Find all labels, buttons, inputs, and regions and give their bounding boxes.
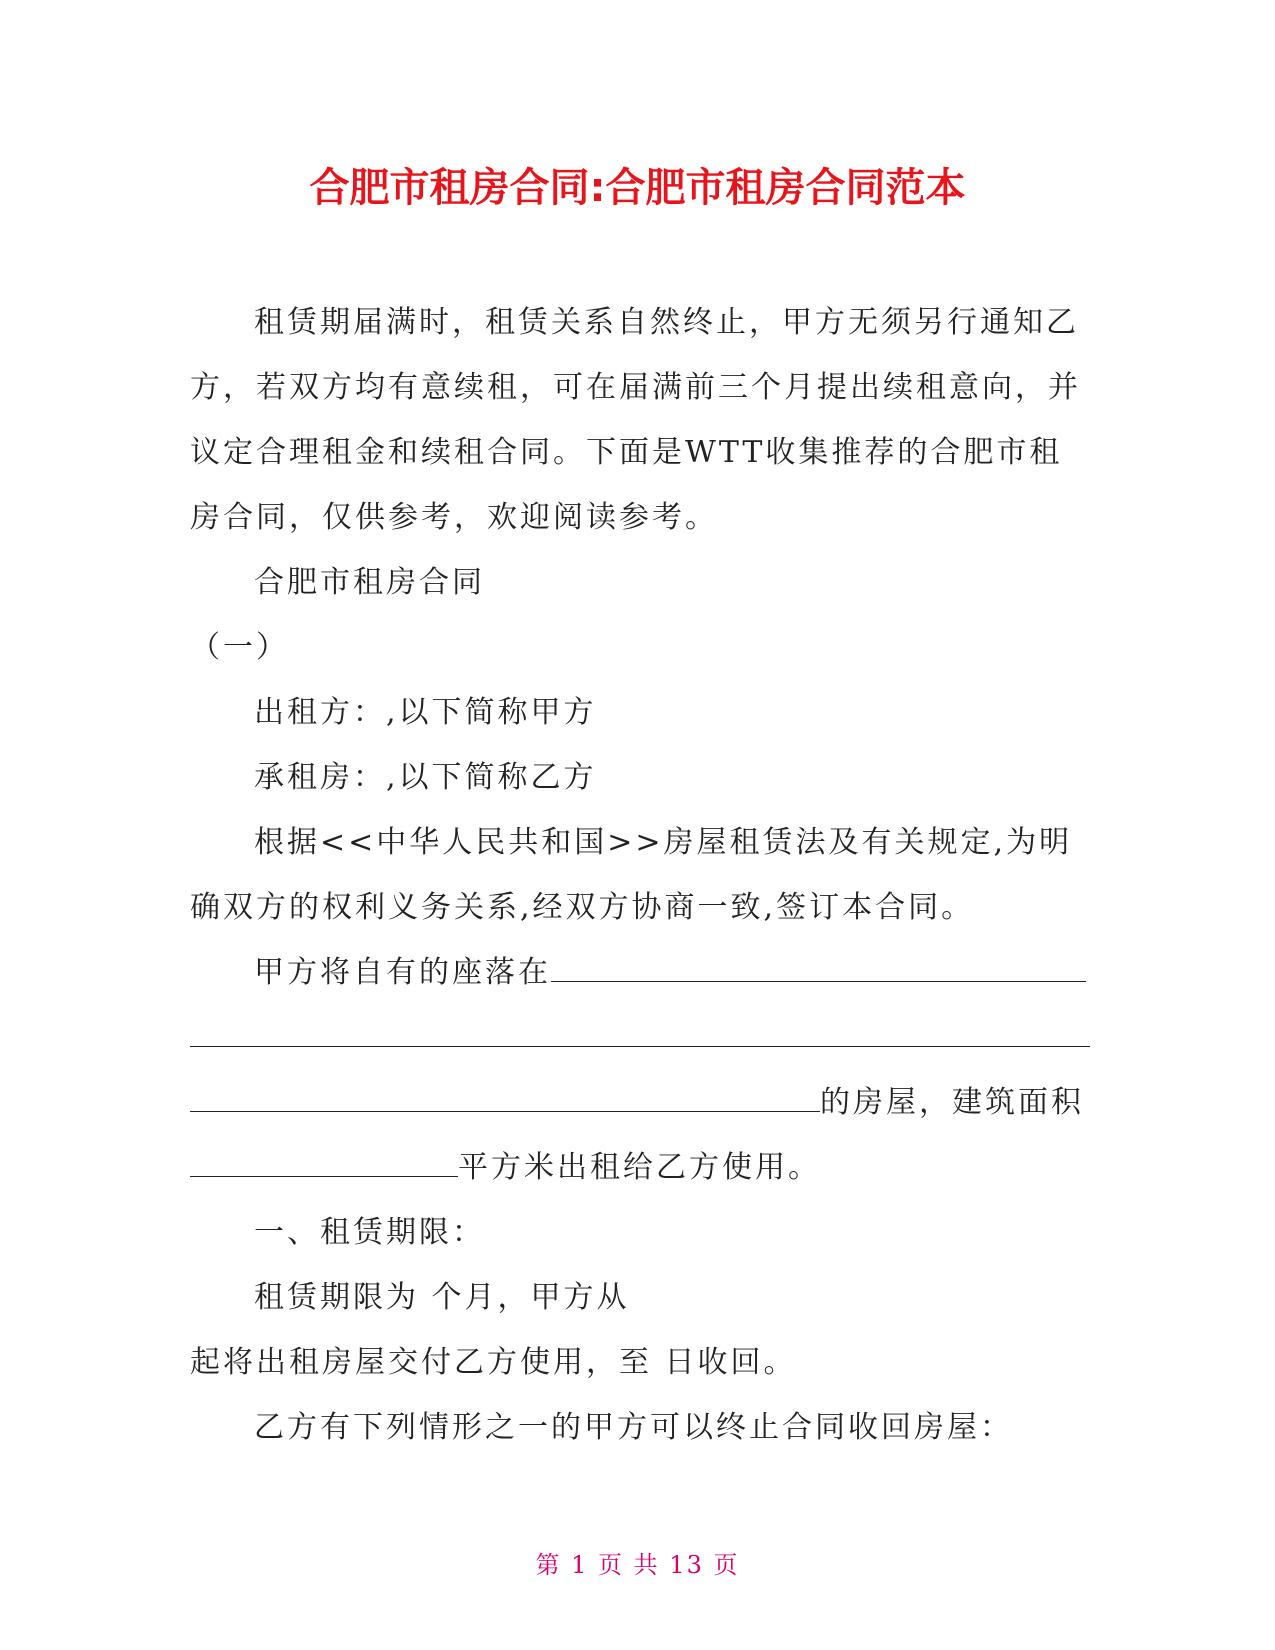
property-line-2 <box>190 1005 1090 1070</box>
property-middle: 的房屋，建筑面积 <box>820 1085 1084 1120</box>
term-heading: 一、租赁期限： <box>254 1215 485 1250</box>
document-body <box>190 290 1090 1460</box>
term-line-1: 租赁期限为 个月，甲方从 <box>254 1280 630 1315</box>
document-title: 合肥市租房合同:合肥市租房合同范本 <box>309 165 966 211</box>
section-number: （一） <box>190 630 289 665</box>
property-line-1 <box>190 940 1090 1005</box>
lessee-line: 承租房：,以下简称乙方 <box>254 760 597 795</box>
property-prefix: 甲方将自有的座落在 <box>254 955 551 990</box>
property-suffix: 平方米出租给乙方使用。 <box>458 1150 821 1185</box>
lessor-line: 出租方：,以下简称甲方 <box>254 695 597 730</box>
legal-basis-paragraph: 根据<<中华人民共和国>>房屋租赁法及有关规定,为明确双方的权利义务关系,经双方协商一致,签订本合同。 <box>190 825 1073 925</box>
address-blank-2 <box>190 1016 1090 1047</box>
property-line-4 <box>190 1135 1090 1200</box>
address-blank-1 <box>551 951 1086 982</box>
termination-line: 乙方有下列情形之一的甲方可以终止合同收回房屋： <box>254 1410 1013 1445</box>
page-number-label: 第 1 页 共 13 页 <box>535 1551 740 1579</box>
property-line-3 <box>190 1070 1090 1135</box>
area-blank <box>190 1146 458 1177</box>
page-footer <box>0 1545 1275 1580</box>
contract-heading: 合肥市租房合同 <box>254 565 485 600</box>
term-line-2: 起将出租房屋交付乙方使用，至 日收回。 <box>190 1345 797 1380</box>
intro-paragraph: 租赁期届满时，租赁关系自然终止，甲方无须另行通知乙方，若双方均有意续租，可在届满前三个月提出续租意向，并议定合理租金和续租合同。下面是WTT收集推荐的合肥市租房合同，仅供参考，欢迎阅读参考。 <box>190 305 1081 535</box>
address-blank-3 <box>190 1081 820 1112</box>
